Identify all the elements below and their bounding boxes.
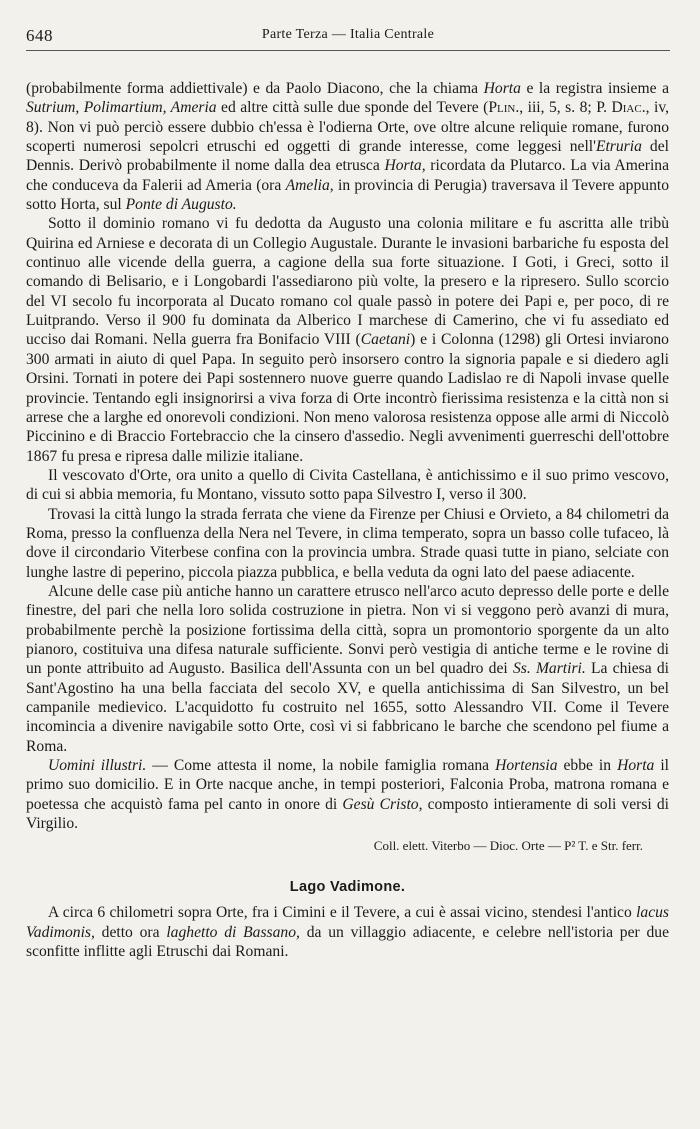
text-run: ricordata da Plutarco. La via Amerina che conduceva da Falerii ad Ameria (ora bbox=[26, 157, 669, 194]
text-run: Trovasi la città lungo la strada ferrata che viene da Firenze per Chiusi e Orvieto, a 84 chilometri da Roma, presso la confluenza della Nera nel Tevere, in clima temperato, sopra un basso colle tufaceo, là dove il circondario Viterbese confina con la provincia umbra. Strade quasi tutte in piano, selciate con lunghe lastre di peperino, piccola piazza pubblica, e bella veduta da ogni lato del paese adiacente. bbox=[26, 505, 669, 581]
footer-note: Coll. elett. Viterbo — Dioc. Orte — P² T. e Str. ferr. bbox=[373, 838, 643, 854]
section-paragraph bbox=[26, 903, 669, 961]
paragraph bbox=[26, 903, 669, 961]
text-run: Alcune delle case più antiche hanno un carattere etrusco nell'arco acuto depresso delle porte e delle finestre, del pari che nella loro solida costruzione in pietra. Non vi si veggono però avanzi di mura, probabilmente perchè la posizione fortissima della città, sopra un promontorio sporgente da un alto pianoro, costituiva una difesa naturale sufficiente. Sonvi però vestigia di antiche terme e le rovine di un ponte attribuito ad Augusto. Basilica dell'Assunta con un bel quadro dei bbox=[26, 582, 669, 678]
text-run: , iii, 5, s. 8; bbox=[519, 99, 597, 117]
text-run: del Dennis. Derivò probabilmente il nome dalla dea etrusca bbox=[26, 138, 669, 175]
text-run: Sotto il dominio romano vi fu dedotta da Augusto una colonia militare e fu ascritta alle tribù Quirina ed Arniese e decorata di un Collegio Augustale. Durante le invasioni barbariche fu esposta del continuo alle vicende della guerra, a cagione della sua forte situazione. I Goti, i Greci, sotto il comando di Belisario, e i Longobardi l'assediarono più volte, la presero e la ripresero. Sullo scorcio del VI secolo fu incorporata al Ducato romano col quale passò in potere dei Papi e, per poco, di re Luitprando. Verso il 900 fu dominata da Alberico I marchese di Camerino, che vi fu assediato ed ucciso dai Romani. Nella guerra fra Bonifacio VIII ( bbox=[26, 215, 669, 349]
text-run: composto intieramente di soli versi di Virgilio. bbox=[26, 795, 669, 833]
italic-text: Hortensia bbox=[495, 757, 558, 775]
text-run: A circa 6 chilometri sopra Orte, fra i Cimini e il Tevere, a cui è assai vicino, stendesi l'antico bbox=[48, 904, 637, 922]
italic-text: Sutrium, Polimartium, Ameria bbox=[26, 99, 217, 117]
paragraph bbox=[26, 756, 669, 833]
text-run: , iv, 8). Non vi può perciò essere dubbio ch'essa è l'odierna Orte, ove oltre alcune reliquie romane, furono scoperti numerosi sepolcri etruschi ed oggetti di grande interesse, come leggesi nell' bbox=[26, 99, 670, 156]
text-run: in provincia di Perugia) traversava il Tevere appunto sotto Horta, sul bbox=[26, 176, 669, 214]
small-caps-text: Plin. bbox=[488, 99, 520, 117]
paragraph bbox=[26, 505, 669, 582]
italic-text: Amelia, bbox=[285, 176, 334, 194]
page-header bbox=[26, 24, 670, 51]
italic-text: Etruria bbox=[595, 138, 642, 156]
text-run: ebbe in bbox=[557, 757, 618, 775]
italic-text: laghetto di Bassano, bbox=[166, 923, 300, 941]
section-title: Lago Vadimone. bbox=[289, 879, 406, 896]
text-run: — Come attesta il nome, la nobile famiglia romana bbox=[146, 757, 496, 775]
paragraph bbox=[26, 79, 669, 214]
text-run: ed altre città sulle due sponde del Tevere ( bbox=[216, 99, 489, 117]
paragraph bbox=[26, 582, 669, 756]
italic-text: Ss. Martiri. bbox=[512, 660, 586, 678]
text-run: il primo suo domicilio. E in Orte nacque anche, in tempi posteriori, Falconia Proba, matrona romana e poetessa che acquistò fama pel canto in onore di bbox=[26, 757, 669, 813]
page-number: 648 bbox=[26, 26, 53, 45]
italic-text: Horta bbox=[617, 757, 655, 775]
text-run: (probabilmente forma addiettivale) e da Paolo Diacono, che la chiama bbox=[26, 80, 484, 97]
text-run: ) e i Colonna (1298) gli Ortesi inviarono 300 armati in aiuto di quel Papa. In seguito però insorsero contro la signoria papale e si diedero agli Orsini. Tornati in potere dei Papi sostennero nuove guerre quando Ladislao re di Napoli invase quelle provincie. Tentando egli insignorirsi a viva forza di Orte incontrò fierissima resistenza e la città non si arrese che a larghe ed onorevoli condizioni. Non meno valorosa resistenza oppose alle armi di Niccolò Piccinino e di Braccio Fortebraccio che la cinsero d'assedio. Negli avvenimenti guerreschi dell'ottobre 1867 fu presa e ripresa dalle milizie italiane. bbox=[26, 331, 669, 465]
italic-text: Horta, bbox=[384, 157, 426, 175]
italic-text: Ponte di Augusto. bbox=[125, 196, 237, 214]
paragraph bbox=[26, 214, 669, 465]
paragraph bbox=[26, 466, 669, 505]
italic-text: Gesù Cristo, bbox=[342, 795, 423, 813]
text-run: e la registra insieme a bbox=[520, 80, 669, 97]
italic-text: Caetani bbox=[360, 331, 411, 349]
text-run: da un villaggio adiacente, e celebre nell'istoria per due sconfitte inflitte agli Etruschi dai Romani. bbox=[26, 923, 670, 961]
italic-text: Uomini illustri. bbox=[48, 757, 147, 775]
text-run: La chiesa di Sant'Agostino ha una bella facciata del secolo XV, e quella antichissima di San Silvestro, un bel campanile medievico. L'acquidotto fu costruito nel 1655, sotto Alessandro VII. Come il Tevere incomincia a divenire navigabile sotto Orte, così vi si fabbricano le barche che scendono pel fiume a Roma. bbox=[26, 660, 670, 755]
text-run: Il vescovato d'Orte, ora unito a quello di Civita Castellana, è antichissimo e il suo primo vescovo, di cui si abbia memoria, fu Montano, vissuto sotto papa Silvestro I, verso il 300. bbox=[26, 466, 669, 504]
paragraphs bbox=[26, 79, 669, 833]
running-head: Parte Terza — Italia Centrale bbox=[261, 27, 435, 42]
small-caps-text: P. Diac. bbox=[596, 99, 646, 117]
body-text bbox=[26, 79, 669, 961]
italic-text: Horta bbox=[483, 80, 521, 97]
italic-text: lacus Vadimonis, bbox=[26, 904, 669, 941]
text-run: detto ora bbox=[94, 923, 167, 941]
